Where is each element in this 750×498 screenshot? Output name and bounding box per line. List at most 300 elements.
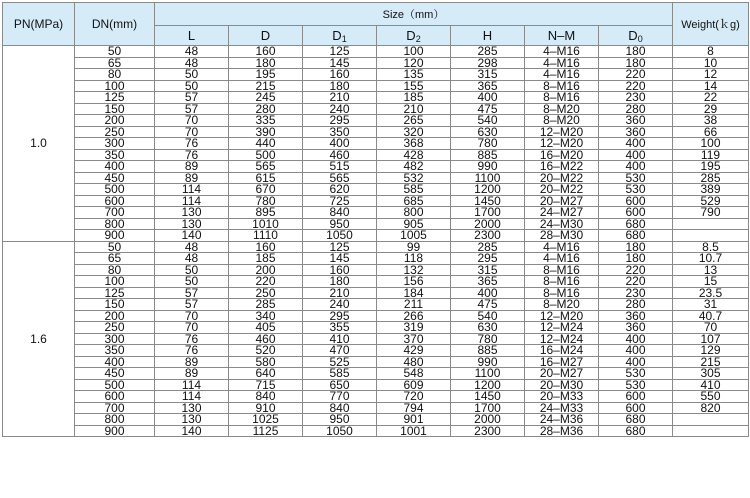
table-row	[3, 264, 749, 276]
table-cell: 1100	[451, 368, 525, 380]
table-cell: 780	[451, 138, 525, 150]
table-cell: 4–M16	[525, 46, 599, 58]
table-cell: 315	[451, 69, 525, 81]
table-cell: 360	[599, 126, 673, 138]
table-cell: 16–M22	[525, 161, 599, 173]
table-cell: 585	[377, 184, 451, 196]
table-cell: 57	[155, 103, 229, 115]
table-cell: 1001	[377, 425, 451, 437]
table-cell: 1010	[229, 218, 303, 230]
table-cell: 790	[673, 207, 749, 219]
table-cell: 215	[673, 356, 749, 368]
table-row	[3, 92, 749, 104]
table-cell: 1200	[451, 184, 525, 196]
table-cell: 885	[451, 345, 525, 357]
table-row	[3, 46, 749, 58]
table-cell: 65	[75, 57, 155, 69]
column-header-main: D	[628, 28, 638, 43]
table-cell: 210	[303, 287, 377, 299]
table-cell: 57	[155, 287, 229, 299]
table-cell: 600	[75, 195, 155, 207]
table-cell: 50	[155, 264, 229, 276]
table-cell: 400	[599, 149, 673, 161]
table-cell: 114	[155, 195, 229, 207]
table-cell: 319	[377, 322, 451, 334]
table-cell: 630	[451, 322, 525, 334]
table-cell: 195	[673, 161, 749, 173]
table-cell: 20–M27	[525, 368, 599, 380]
table-cell: 450	[75, 368, 155, 380]
table-cell: 118	[377, 253, 451, 265]
table-cell: 70	[673, 322, 749, 334]
table-cell: 132	[377, 264, 451, 276]
table-cell: 1125	[229, 425, 303, 437]
table-cell	[673, 230, 749, 242]
table-cell: 725	[303, 195, 377, 207]
table-cell: 160	[229, 46, 303, 58]
table-row	[3, 57, 749, 69]
table-cell: 680	[599, 230, 673, 242]
table-cell: 400	[75, 161, 155, 173]
table-cell: 200	[229, 264, 303, 276]
table-cell: 13	[673, 264, 749, 276]
table-cell: 12–M24	[525, 322, 599, 334]
table-cell: 1050	[303, 425, 377, 437]
table-cell: 8–M20	[525, 115, 599, 127]
table-cell: 840	[229, 391, 303, 403]
table-cell: 840	[303, 402, 377, 414]
table-cell: 450	[75, 172, 155, 184]
table-cell: 12–M20	[525, 138, 599, 150]
table-cell: 295	[303, 115, 377, 127]
table-cell: 295	[303, 310, 377, 322]
table-cell: 565	[229, 161, 303, 173]
table-cell: 240	[303, 103, 377, 115]
table-cell: 340	[229, 310, 303, 322]
table-cell: 12–M20	[525, 126, 599, 138]
table-cell: 140	[155, 230, 229, 242]
column-header	[525, 26, 599, 46]
table-cell: 265	[377, 115, 451, 127]
column-header-subscript: 0	[637, 34, 643, 44]
table-cell: 885	[451, 149, 525, 161]
table-cell: 4–M16	[525, 57, 599, 69]
table-cell: 100	[75, 276, 155, 288]
table-cell: 950	[303, 218, 377, 230]
table-cell: 1700	[451, 207, 525, 219]
table-cell: 8.5	[673, 241, 749, 253]
table-cell: 990	[451, 161, 525, 173]
table-cell: 200	[75, 310, 155, 322]
table-cell: 360	[599, 310, 673, 322]
table-cell: 370	[377, 333, 451, 345]
table-cell: 820	[673, 402, 749, 414]
table-row	[3, 115, 749, 127]
spec-table-container	[2, 2, 749, 437]
table-cell: 8–M16	[525, 276, 599, 288]
table-cell: 609	[377, 379, 451, 391]
column-header	[303, 26, 377, 46]
table-cell: 48	[155, 241, 229, 253]
table-row	[3, 379, 749, 391]
table-cell: 184	[377, 287, 451, 299]
table-cell: 4–M16	[525, 253, 599, 265]
table-row	[3, 287, 749, 299]
table-cell: 650	[303, 379, 377, 391]
table-cell: 680	[599, 425, 673, 437]
table-cell: 89	[155, 356, 229, 368]
table-cell: 770	[303, 391, 377, 403]
size-header: Size（mm）	[155, 3, 673, 26]
table-cell: 24–M30	[525, 218, 599, 230]
table-cell: 31	[673, 299, 749, 311]
table-cell: 16–M24	[525, 345, 599, 357]
pn-header: PN(MPa)	[3, 3, 75, 46]
table-cell: 24–M33	[525, 402, 599, 414]
table-cell: 89	[155, 368, 229, 380]
table-cell: 100	[673, 138, 749, 150]
table-cell: 1450	[451, 195, 525, 207]
table-cell: 429	[377, 345, 451, 357]
table-cell: 145	[303, 253, 377, 265]
table-cell: 180	[303, 80, 377, 92]
table-cell: 120	[377, 57, 451, 69]
table-cell: 250	[75, 126, 155, 138]
table-cell: 50	[75, 241, 155, 253]
table-cell: 70	[155, 115, 229, 127]
table-cell: 400	[599, 333, 673, 345]
table-cell: 280	[599, 103, 673, 115]
table-cell: 160	[303, 264, 377, 276]
table-cell: 630	[451, 126, 525, 138]
table-cell: 70	[155, 322, 229, 334]
table-cell: 400	[599, 161, 673, 173]
table-cell: 4–M16	[525, 69, 599, 81]
header-row-top	[3, 3, 749, 26]
table-cell: 180	[599, 46, 673, 58]
table-cell: 266	[377, 310, 451, 322]
table-cell: 215	[229, 80, 303, 92]
table-cell: 76	[155, 138, 229, 150]
table-cell: 800	[75, 414, 155, 426]
table-row	[3, 80, 749, 92]
column-header-main: N–M	[547, 28, 576, 43]
table-row	[3, 276, 749, 288]
table-cell: 640	[229, 368, 303, 380]
table-cell: 1100	[451, 172, 525, 184]
table-cell: 780	[451, 333, 525, 345]
table-cell: 76	[155, 345, 229, 357]
table-cell: 2300	[451, 425, 525, 437]
table-cell: 114	[155, 391, 229, 403]
table-cell: 100	[377, 46, 451, 58]
table-cell: 530	[599, 184, 673, 196]
column-header-main: H	[482, 28, 493, 43]
table-cell: 185	[229, 253, 303, 265]
table-row	[3, 253, 749, 265]
table-cell: 685	[377, 195, 451, 207]
table-cell: 8–M16	[525, 80, 599, 92]
table-cell: 600	[599, 402, 673, 414]
table-cell: 285	[451, 46, 525, 58]
table-cell: 180	[599, 241, 673, 253]
table-cell: 150	[75, 299, 155, 311]
table-cell: 2300	[451, 230, 525, 242]
table-cell: 405	[229, 322, 303, 334]
table-cell: 100	[75, 80, 155, 92]
table-cell: 530	[599, 172, 673, 184]
table-row	[3, 218, 749, 230]
table-cell: 155	[377, 80, 451, 92]
table-cell: 400	[451, 92, 525, 104]
table-cell: 1450	[451, 391, 525, 403]
table-cell: 515	[303, 161, 377, 173]
table-cell: 48	[155, 46, 229, 58]
table-cell: 160	[303, 69, 377, 81]
table-cell: 900	[75, 425, 155, 437]
table-cell: 8–M20	[525, 299, 599, 311]
table-cell: 368	[377, 138, 451, 150]
table-row	[3, 126, 749, 138]
column-header-main: D	[406, 28, 416, 43]
table-row	[3, 241, 749, 253]
table-cell: 130	[155, 402, 229, 414]
table-cell: 2000	[451, 218, 525, 230]
table-cell: 715	[229, 379, 303, 391]
table-cell: 130	[155, 218, 229, 230]
table-row	[3, 425, 749, 437]
table-cell: 8–M16	[525, 287, 599, 299]
table-cell: 10.7	[673, 253, 749, 265]
table-cell	[673, 414, 749, 426]
table-cell: 23.5	[673, 287, 749, 299]
column-header-main: D	[332, 28, 342, 43]
table-cell	[673, 425, 749, 437]
table-cell: 1050	[303, 230, 377, 242]
table-cell: 440	[229, 138, 303, 150]
table-cell: 12	[673, 69, 749, 81]
table-row	[3, 356, 749, 368]
table-cell: 360	[599, 322, 673, 334]
table-cell: 400	[451, 287, 525, 299]
table-cell: 20–M30	[525, 379, 599, 391]
table-cell: 950	[303, 414, 377, 426]
table-cell: 1700	[451, 402, 525, 414]
table-cell: 220	[599, 264, 673, 276]
table-cell: 460	[229, 333, 303, 345]
table-cell: 400	[599, 345, 673, 357]
table-cell: 180	[599, 57, 673, 69]
table-cell: 320	[377, 126, 451, 138]
table-row	[3, 333, 749, 345]
table-cell: 2000	[451, 414, 525, 426]
table-cell: 585	[303, 368, 377, 380]
column-header-subscript: 1	[341, 34, 347, 44]
table-cell: 548	[377, 368, 451, 380]
dn-header: DN(mm)	[75, 3, 155, 46]
table-cell: 57	[155, 92, 229, 104]
table-body	[3, 46, 749, 437]
table-cell: 140	[155, 425, 229, 437]
table-cell: 315	[451, 264, 525, 276]
table-row	[3, 172, 749, 184]
table-row	[3, 402, 749, 414]
table-cell: 530	[599, 368, 673, 380]
table-cell: 4–M16	[525, 241, 599, 253]
table-cell: 8–M16	[525, 92, 599, 104]
table-cell: 65	[75, 253, 155, 265]
table-cell: 670	[229, 184, 303, 196]
table-cell: 40.7	[673, 310, 749, 322]
table-row	[3, 161, 749, 173]
pn-cell: 1.0	[3, 46, 75, 242]
table-cell: 24–M27	[525, 207, 599, 219]
table-cell: 8–M16	[525, 264, 599, 276]
table-cell: 38	[673, 115, 749, 127]
table-cell: 80	[75, 264, 155, 276]
table-cell: 12–M24	[525, 333, 599, 345]
table-cell: 15	[673, 276, 749, 288]
table-row	[3, 310, 749, 322]
table-cell: 130	[155, 207, 229, 219]
table-cell: 285	[673, 172, 749, 184]
table-cell: 525	[303, 356, 377, 368]
column-header	[229, 26, 303, 46]
table-row	[3, 138, 749, 150]
table-cell: 780	[229, 195, 303, 207]
table-cell: 125	[75, 92, 155, 104]
table-row	[3, 149, 749, 161]
table-cell: 210	[303, 92, 377, 104]
table-cell: 50	[75, 46, 155, 58]
table-cell: 794	[377, 402, 451, 414]
table-cell: 22	[673, 92, 749, 104]
table-cell: 365	[451, 276, 525, 288]
table-row	[3, 69, 749, 81]
table-cell: 470	[303, 345, 377, 357]
table-cell: 114	[155, 184, 229, 196]
table-cell: 48	[155, 57, 229, 69]
table-cell: 220	[599, 69, 673, 81]
table-cell: 300	[75, 333, 155, 345]
table-cell: 298	[451, 57, 525, 69]
table-row	[3, 207, 749, 219]
table-cell: 20–M33	[525, 391, 599, 403]
table-cell: 28–M30	[525, 230, 599, 242]
table-cell: 600	[599, 207, 673, 219]
column-header-subscript: 2	[415, 34, 421, 44]
table-cell: 390	[229, 126, 303, 138]
column-header	[599, 26, 673, 46]
table-cell: 482	[377, 161, 451, 173]
table-cell: 200	[75, 115, 155, 127]
table-cell: 600	[599, 195, 673, 207]
table-row	[3, 414, 749, 426]
table-cell: 16–M20	[525, 149, 599, 161]
table-cell: 335	[229, 115, 303, 127]
table-cell: 145	[303, 57, 377, 69]
table-cell: 360	[599, 115, 673, 127]
table-cell: 240	[303, 299, 377, 311]
table-cell: 70	[155, 126, 229, 138]
table-cell: 410	[673, 379, 749, 391]
table-cell: 700	[75, 207, 155, 219]
table-cell: 114	[155, 379, 229, 391]
table-cell: 615	[229, 172, 303, 184]
table-row	[3, 345, 749, 357]
table-cell: 1200	[451, 379, 525, 391]
table-cell: 350	[75, 345, 155, 357]
table-cell: 76	[155, 149, 229, 161]
table-cell: 48	[155, 253, 229, 265]
table-cell: 220	[599, 80, 673, 92]
table-cell: 840	[303, 207, 377, 219]
table-cell: 10	[673, 57, 749, 69]
table-cell: 89	[155, 161, 229, 173]
table-cell: 160	[229, 241, 303, 253]
table-cell: 905	[377, 218, 451, 230]
table-cell: 901	[377, 414, 451, 426]
table-cell: 400	[303, 138, 377, 150]
table-cell: 156	[377, 276, 451, 288]
table-cell: 245	[229, 92, 303, 104]
table-cell: 1005	[377, 230, 451, 242]
column-header-main: D	[260, 28, 271, 43]
table-cell: 185	[377, 92, 451, 104]
table-cell: 700	[75, 402, 155, 414]
table-cell: 428	[377, 149, 451, 161]
table-cell: 230	[599, 92, 673, 104]
table-cell: 129	[673, 345, 749, 357]
table-cell: 720	[377, 391, 451, 403]
table-cell: 350	[75, 149, 155, 161]
table-cell: 8–M20	[525, 103, 599, 115]
table-cell: 180	[229, 57, 303, 69]
table-cell: 150	[75, 103, 155, 115]
table-cell: 580	[229, 356, 303, 368]
table-cell: 20–M27	[525, 195, 599, 207]
table-cell: 66	[673, 126, 749, 138]
table-cell: 280	[599, 299, 673, 311]
table-cell: 410	[303, 333, 377, 345]
table-cell: 285	[229, 299, 303, 311]
table-cell: 540	[451, 115, 525, 127]
table-cell: 305	[673, 368, 749, 380]
table-cell: 530	[599, 379, 673, 391]
table-cell: 295	[451, 253, 525, 265]
table-cell: 50	[155, 276, 229, 288]
table-cell: 135	[377, 69, 451, 81]
table-cell: 57	[155, 299, 229, 311]
table-cell: 350	[303, 126, 377, 138]
table-cell: 389	[673, 184, 749, 196]
table-cell: 680	[599, 218, 673, 230]
table-cell: 12–M20	[525, 310, 599, 322]
table-cell: 230	[599, 287, 673, 299]
table-row	[3, 368, 749, 380]
table-cell: 14	[673, 80, 749, 92]
table-cell: 8	[673, 46, 749, 58]
table-cell: 20–M22	[525, 184, 599, 196]
table-cell: 475	[451, 299, 525, 311]
table-cell: 480	[377, 356, 451, 368]
table-cell: 355	[303, 322, 377, 334]
table-cell: 250	[75, 322, 155, 334]
table-cell	[673, 218, 749, 230]
table-cell: 500	[75, 184, 155, 196]
table-cell: 210	[377, 103, 451, 115]
table-cell: 900	[75, 230, 155, 242]
